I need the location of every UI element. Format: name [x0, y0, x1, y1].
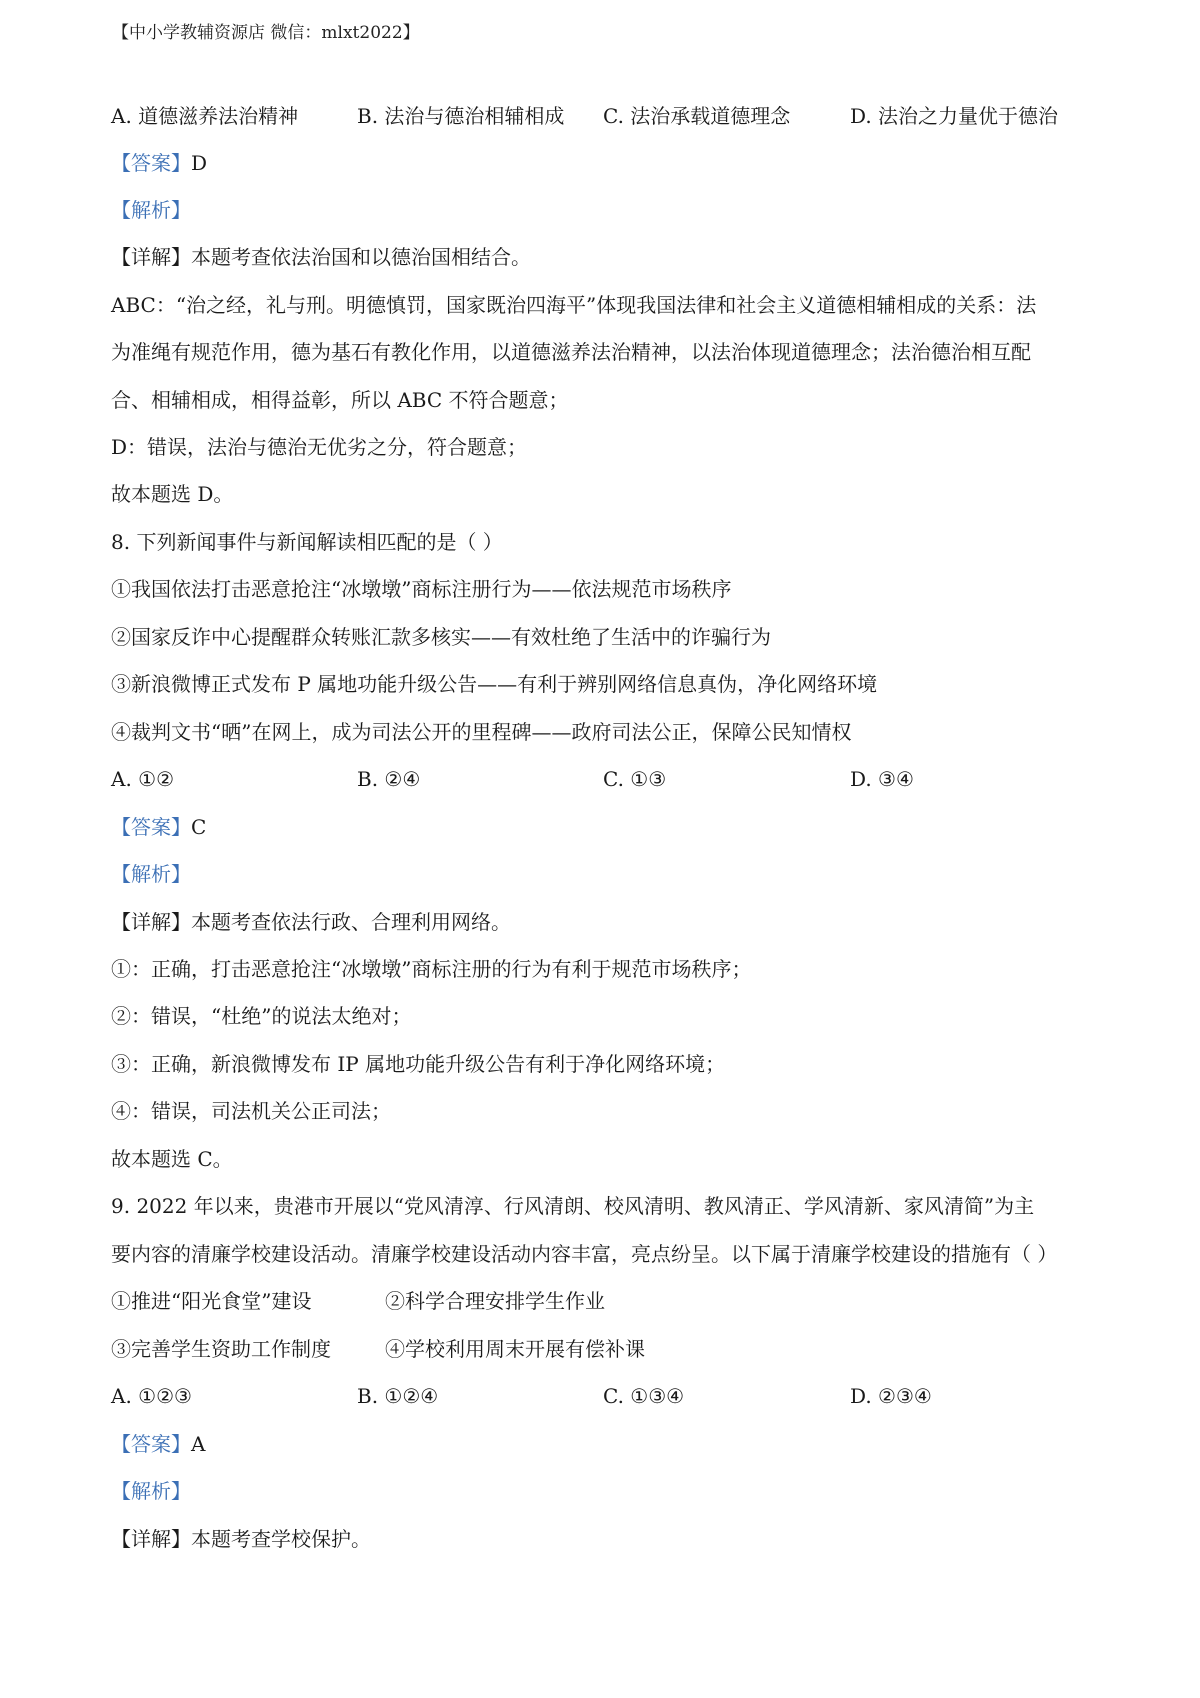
q8-item-3: ③新浪微博正式发布 P 属地功能升级公告——有利于辨别网络信息真伪，净化网络环境: [111, 672, 878, 696]
q8-line-5: 故本题选 C。: [111, 1147, 233, 1171]
q8-line-2: ②：错误，“杜绝”的说法太绝对；: [111, 1004, 412, 1028]
answer-value: C: [191, 815, 207, 839]
q9-stem-line-1: 9. 2022 年以来，贵港市开展以“党风清淳、行风清朗、校风清明、教风清正、学风清新、家风清简”为主: [111, 1194, 1035, 1218]
q9-option-d: D. ②③④: [850, 1384, 932, 1408]
detail-text: 本题考查学校保护。: [191, 1527, 371, 1551]
q9-option-a: A. ①②③: [111, 1384, 192, 1408]
source-header: 【中小学教辅资源店 微信：mlxt2022】: [112, 23, 420, 43]
q8-line-4: ④：错误，司法机关公正司法；: [111, 1099, 391, 1123]
q9-item-1: ①推进“阳光食堂”建设: [111, 1289, 312, 1313]
q7-answer: [111, 151, 207, 175]
q7-option-b: B. 法治与德治相辅相成: [357, 104, 565, 128]
q8-analysis-label: 【解析】: [111, 862, 191, 886]
q7-option-a: A. 道德滋养法治精神: [111, 104, 299, 128]
q8-line-3: ③：正确，新浪微博发布 IP 属地功能升级公告有利于净化网络环境；: [111, 1052, 726, 1076]
answer-label: 【答案】: [111, 1432, 191, 1456]
q8-option-d: D. ③④: [850, 767, 914, 791]
q9-item-2: ②科学合理安排学生作业: [385, 1289, 605, 1313]
detail-text: 本题考查依法治国和以德治国相结合。: [191, 245, 531, 269]
q7-line-2: 为准绳有规范作用，德为基石有教化作用，以道德滋养法治精神，以法治体现道德理念；法治德治相互配: [111, 340, 1031, 364]
q8-stem: 8. 下列新闻事件与新闻解读相匹配的是（ ）: [111, 530, 503, 554]
q8-item-2: ②国家反诈中心提醒群众转账汇款多核实——有效杜绝了生活中的诈骗行为: [111, 625, 771, 649]
detail-label: 【详解】: [111, 910, 191, 934]
answer-label: 【答案】: [111, 815, 191, 839]
answer-value: D: [191, 151, 208, 175]
q9-option-c: C. ①③④: [603, 1384, 685, 1408]
q7-line-1: ABC：“治之经，礼与刑。明德慎罚，国家既治四海平”体现我国法律和社会主义道德相辅相成的关系：法: [111, 293, 1037, 317]
q7-option-d: D. 法治之力量优于德治: [850, 104, 1059, 128]
answer-label: 【答案】: [111, 151, 191, 175]
detail-label: 【详解】: [111, 1527, 191, 1551]
q8-answer: [111, 815, 206, 839]
answer-value: A: [191, 1432, 206, 1456]
q9-answer: [111, 1432, 205, 1456]
q7-detail: [111, 245, 531, 269]
q7-analysis-label: 【解析】: [111, 198, 191, 222]
q8-detail: [111, 910, 511, 934]
q7-line-4: D：错误，法治与德治无优劣之分，符合题意；: [111, 435, 528, 459]
q9-item-3: ③完善学生资助工作制度: [111, 1337, 331, 1361]
q8-item-1: ①我国依法打击恶意抢注“冰墩墩”商标注册行为——依法规范市场秩序: [111, 577, 732, 601]
q9-analysis-label: 【解析】: [111, 1479, 191, 1503]
q9-detail: [111, 1527, 371, 1551]
detail-label: 【详解】: [111, 245, 191, 269]
q8-line-1: ①：正确，打击恶意抢注“冰墩墩”商标注册的行为有利于规范市场秩序；: [111, 957, 752, 981]
q8-option-c: C. ①③: [603, 767, 667, 791]
detail-text: 本题考查依法行政、合理利用网络。: [191, 910, 511, 934]
q8-option-b: B. ②④: [357, 767, 421, 791]
q9-option-b: B. ①②④: [357, 1384, 439, 1408]
q9-stem-line-2: 要内容的清廉学校建设活动。清廉学校建设活动内容丰富，亮点纷呈。以下属于清廉学校建设的措施有（ ）: [111, 1242, 1058, 1266]
q7-line-5: 故本题选 D。: [111, 482, 234, 506]
q7-line-3: 合、相辅相成，相得益彰，所以 ABC 不符合题意；: [111, 388, 569, 412]
q8-option-a: A. ①②: [111, 767, 175, 791]
q9-item-4: ④学校利用周末开展有偿补课: [385, 1337, 645, 1361]
q7-option-c: C. 法治承载道德理念: [603, 104, 791, 128]
q8-item-4: ④裁判文书“晒”在网上，成为司法公开的里程碑——政府司法公正，保障公民知情权: [111, 720, 852, 744]
